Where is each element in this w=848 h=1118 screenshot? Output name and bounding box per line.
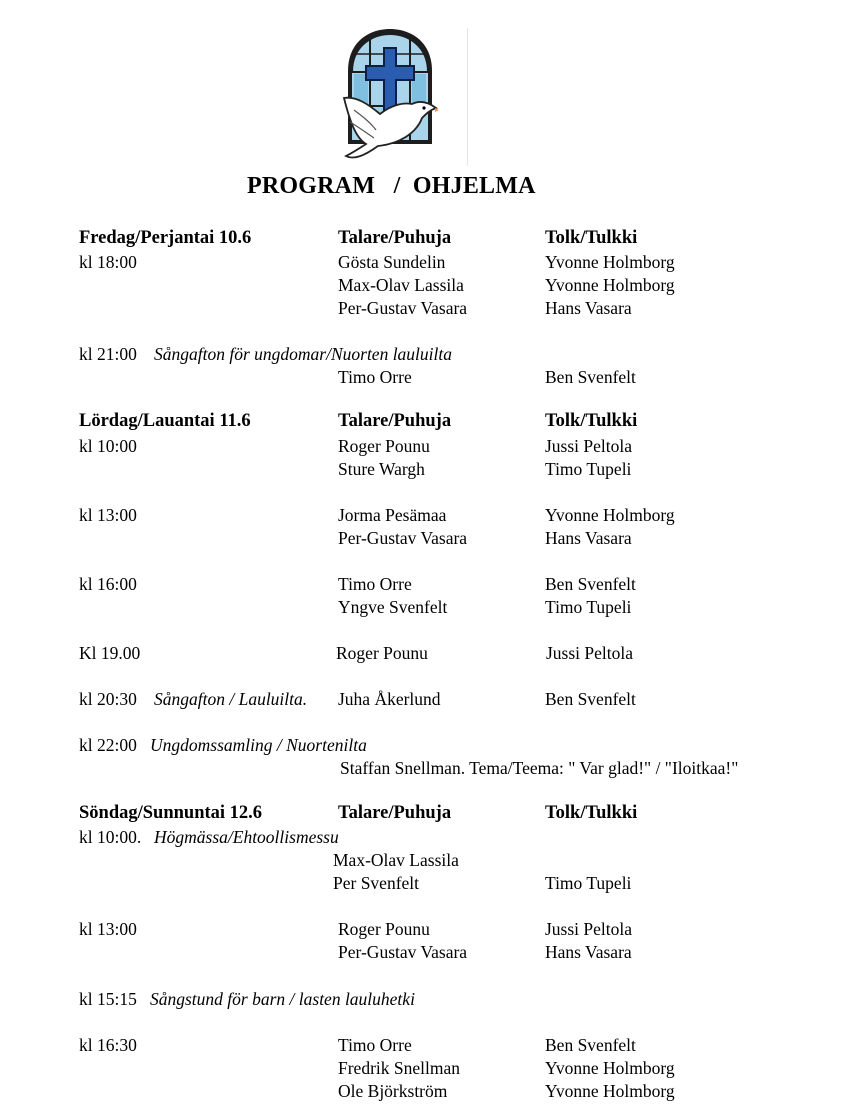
interpreter: Hans Vasara [545,298,632,318]
speaker: Timo Orre [338,367,412,387]
interpreter-header: Tolk/Tulkki [545,411,638,431]
speaker: Ole Björkström [338,1081,448,1101]
time: kl 21:00 [79,344,137,364]
speaker-header: Talare/Puhuja [338,411,452,431]
interpreter: Ben Svenfelt [545,367,636,387]
speaker: Juha Åkerlund [338,689,441,709]
speaker: Per-Gustav Vasara [338,528,468,548]
time: kl 13:00 [79,505,137,525]
time: kl 22:00 [79,735,137,755]
interpreter: Hans Vasara [545,942,632,962]
speaker: Per Svenfelt [333,873,420,893]
interpreter: Yvonne Holmborg [545,505,675,525]
interpreter: Ben Svenfelt [545,1035,636,1055]
interpreter-header: Tolk/Tulkki [545,803,638,823]
interpreter: Jussi Peltola [546,643,634,663]
event-title: Högmässa/Ehtoollismessu [154,827,339,847]
speaker-header: Talare/Puhuja [338,228,452,248]
time: kl 20:30 [79,689,137,709]
speaker: Jorma Pesämaa [338,505,447,525]
interpreter: Jussi Peltola [545,436,633,456]
interpreter-header: Tolk/Tulkki [545,228,638,248]
interpreter: Yvonne Holmborg [545,275,675,295]
interpreter: Jussi Peltola [545,919,633,939]
interpreter: Yvonne Holmborg [545,1081,675,1101]
interpreter: Hans Vasara [545,528,632,548]
speaker: Yngve Svenfelt [338,597,448,617]
speaker-theme: Staffan Snellman. Tema/Teema: " Var glad!" / "Iloitkaa!" [340,758,739,778]
day-heading-saturday: Lördag/Lauantai 11.6 [79,411,251,431]
time: kl 16:00 [79,574,137,594]
speaker: Per-Gustav Vasara [338,298,468,318]
interpreter: Yvonne Holmborg [545,252,675,272]
event-title: Sångafton för ungdomar/Nuorten lauluilta [154,344,453,364]
speaker: Per-Gustav Vasara [338,942,468,962]
speaker: Timo Orre [338,1035,412,1055]
speaker-header: Talare/Puhuja [338,803,452,823]
church-window-dove-logo [340,26,440,166]
speaker: Max-Olav Lassila [338,275,464,295]
time: kl 10:00 [79,436,137,456]
day-heading-sunday: Söndag/Sunnuntai 12.6 [79,803,263,823]
interpreter: Timo Tupeli [545,873,632,893]
divider [467,28,468,166]
speaker: Roger Pounu [338,919,430,939]
time: kl 10:00. [79,827,142,847]
speaker: Sture Wargh [338,459,425,479]
event-title: Sångafton / Lauluilta. [154,689,308,709]
day-heading-friday: Fredag/Perjantai 10.6 [79,228,252,248]
interpreter: Yvonne Holmborg [545,1058,675,1078]
page-title: PROGRAM / OHJELMA [247,173,536,199]
interpreter: Timo Tupeli [545,459,632,479]
speaker: Roger Pounu [338,436,430,456]
speaker: Fredrik Snellman [338,1058,460,1078]
speaker: Timo Orre [338,574,412,594]
interpreter: Ben Svenfelt [545,574,636,594]
time: kl 18:00 [79,252,137,272]
time: kl 13:00 [79,919,137,939]
speaker: Gösta Sundelin [338,252,446,272]
speaker: Max-Olav Lassila [333,850,459,870]
event-title: Sångstund för barn / lasten lauluhetki [150,989,415,1009]
speaker: Roger Pounu [336,643,428,663]
event-title: Ungdomssamling / Nuortenilta [150,735,367,755]
interpreter: Ben Svenfelt [545,689,636,709]
interpreter: Timo Tupeli [545,597,632,617]
time: kl 15:15 [79,989,137,1009]
time: Kl 19.00 [79,643,141,663]
time: kl 16:30 [79,1035,137,1055]
